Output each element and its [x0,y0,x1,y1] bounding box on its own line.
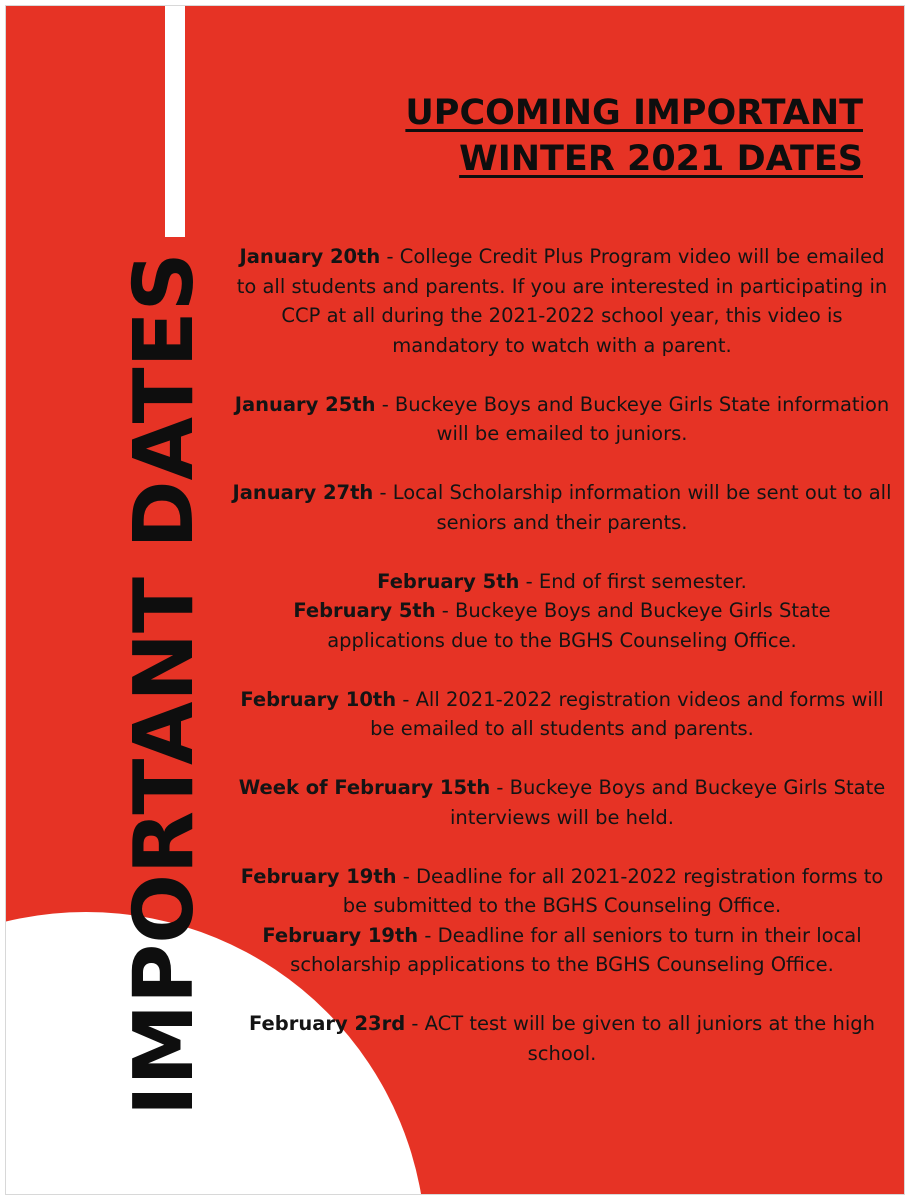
date-entry [232,478,892,537]
entry-date: February 19th [240,864,397,888]
entry-text: - Deadline for all 2021-2022 registration forms to be submitted to the BGHS Counseling Office. [342,864,884,917]
date-entry [232,390,892,449]
entry-date: January 27th [232,481,374,504]
entry-text: - End of first semester. [519,569,747,593]
entry-date: January 20th [239,245,381,268]
entry-date: February 23rd [249,1012,406,1035]
poster [6,6,904,1194]
date-entry [232,921,892,980]
entry-text: - Deadline for all seniors to turn in their local scholarship applications to the BGHS Counseling Office. [290,923,862,976]
side-title: IMPORTANT DATES [117,252,212,1116]
entry-date: Week of February 15th [238,776,491,799]
entry-date: February 10th [240,687,397,711]
entry-date: February 5th [377,569,520,593]
date-entry [232,567,892,597]
heading-line-2: WINTER 2021 DATES [459,139,863,179]
entry-text: - Local Scholarship information will be sent out to all seniors and their parents. [373,481,892,534]
entry-text: - Buckeye Boys and Buckeye Girls State interviews will be held. [449,776,886,829]
date-entry [232,773,892,832]
entry-date: February 5th [293,599,436,622]
heading-line-1: UPCOMING IMPORTANT [405,93,863,133]
date-entry [232,862,892,921]
date-entry [232,242,892,360]
entry-text: - Buckeye Boys and Buckeye Girls State information will be emailed to juniors. [375,392,890,445]
dates-list [232,242,892,1068]
date-entry [232,596,892,655]
entry-text: - ACT test will be given to all juniors at the high school. [405,1012,875,1065]
page-heading [405,90,863,182]
entry-text: - College Credit Plus Program video will be emailed to all students and parents. If you are interested in participating in CCP at all during the 2021-2022 school year, this video is mandatory to watch with a parent. [236,245,888,357]
entry-text: - All 2021-2022 registration videos and forms will be emailed to all students and parents. [370,687,884,740]
date-entry [232,685,892,744]
entry-date: February 19th [262,923,419,947]
entry-date: January 25th [234,392,376,416]
entry-text: - Buckeye Boys and Buckeye Girls State applications due to the BGHS Counseling Office. [327,599,831,652]
white-stripe-decoration [165,6,185,237]
date-entry [232,1009,892,1068]
